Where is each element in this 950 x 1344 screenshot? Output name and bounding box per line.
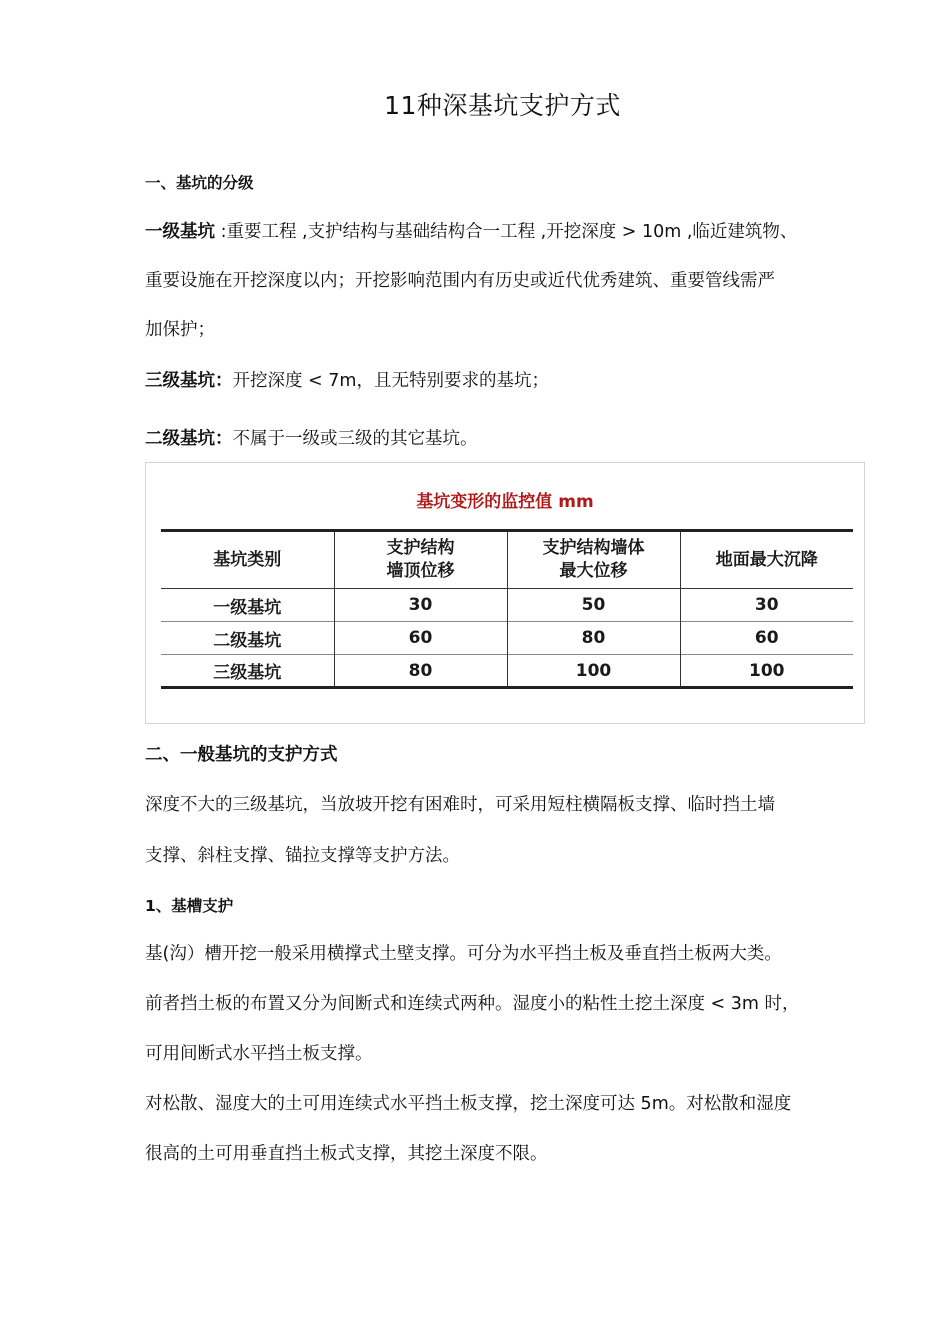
figure-title: 基坑变形的监控值 mm [416, 492, 594, 512]
paragraph-line: 很高的土可用垂直挡土板式支撑，其挖土深度不限。 [145, 1144, 548, 1164]
paragraph-line: 对松散、湿度大的土可用连续式水平挡土板支撑，挖土深度可达 5m。对松散和湿度 [145, 1094, 792, 1114]
level2-paragraph [145, 425, 478, 450]
level3-label: 三级基坑： [145, 371, 233, 391]
level2-text: 不属于一级或三级的其它基坑。 [232, 429, 478, 449]
cell-value: 30 [334, 589, 507, 622]
cell-value: 30 [680, 589, 853, 622]
table-header-row [161, 531, 853, 589]
subsection-heading-trench-support: 1、基槽支护 [145, 897, 234, 915]
monitoring-table [161, 529, 853, 689]
section-heading-classification: 一、基坑的分级 [145, 174, 254, 192]
level1-label: 一级基坑 [145, 222, 215, 242]
cell-value: 100 [680, 655, 853, 688]
paragraph-line: 深度不大的三级基坑，当放坡开挖有困难时，可采用短柱横隔板支撑、临时挡土墙 [145, 795, 775, 815]
page-title: 11种深基坑支护方式 [384, 91, 621, 120]
row-label: 二级基坑 [213, 630, 282, 651]
table-row [161, 589, 853, 622]
cell-value: 60 [334, 622, 507, 655]
level1-paragraph-line3: 加保护； [145, 320, 215, 340]
paragraph-line: 基(沟）槽开挖一般采用横撑式土壁支撑。可分为水平挡土板及垂直挡土板两大类。 [145, 944, 782, 964]
level1-paragraph-line1 [145, 218, 797, 243]
table-row [161, 655, 853, 688]
cell-value: 50 [507, 589, 680, 622]
level3-text: 开挖深度 < 7m，且无特别要求的基坑； [232, 371, 549, 391]
paragraph-line: 支撑、斜柱支撑、锚拉支撑等支护方法。 [145, 846, 460, 866]
level3-paragraph [145, 367, 549, 392]
header-max-wall-displacement: 支护结构墙体 最大位移 [507, 531, 680, 589]
paragraph-line: 前者挡土板的布置又分为间断式和连续式两种。湿度小的粘性土挖土深度 < 3m 时， [145, 994, 800, 1014]
paragraph-line: 可用间断式水平挡土板支撑。 [145, 1044, 373, 1064]
monitoring-table-figure [145, 462, 865, 724]
cell-value: 80 [507, 622, 680, 655]
header-top-displacement: 支护结构 墙顶位移 [334, 531, 507, 589]
section-heading-support-methods: 二、一般基坑的支护方式 [145, 745, 338, 765]
row-label: 三级基坑 [213, 663, 282, 683]
level1-text-1: :重要工程 ,支护结构与基础结构合一工程 ,开挖深度 > 10m ,临近建筑物、 [215, 222, 798, 242]
header-category: 基坑类别 [213, 549, 282, 570]
row-label: 一级基坑 [213, 597, 282, 618]
level1-paragraph-line2: 重要设施在开挖深度以内；开挖影响范围内有历史或近代优秀建筑、重要管线需严 [145, 271, 775, 291]
table-row [161, 622, 853, 655]
header-max-settlement: 地面最大沉降 [680, 531, 853, 589]
cell-value: 100 [507, 655, 680, 688]
cell-value: 60 [680, 622, 853, 655]
cell-value: 80 [334, 655, 507, 688]
level2-label: 二级基坑： [145, 429, 233, 449]
